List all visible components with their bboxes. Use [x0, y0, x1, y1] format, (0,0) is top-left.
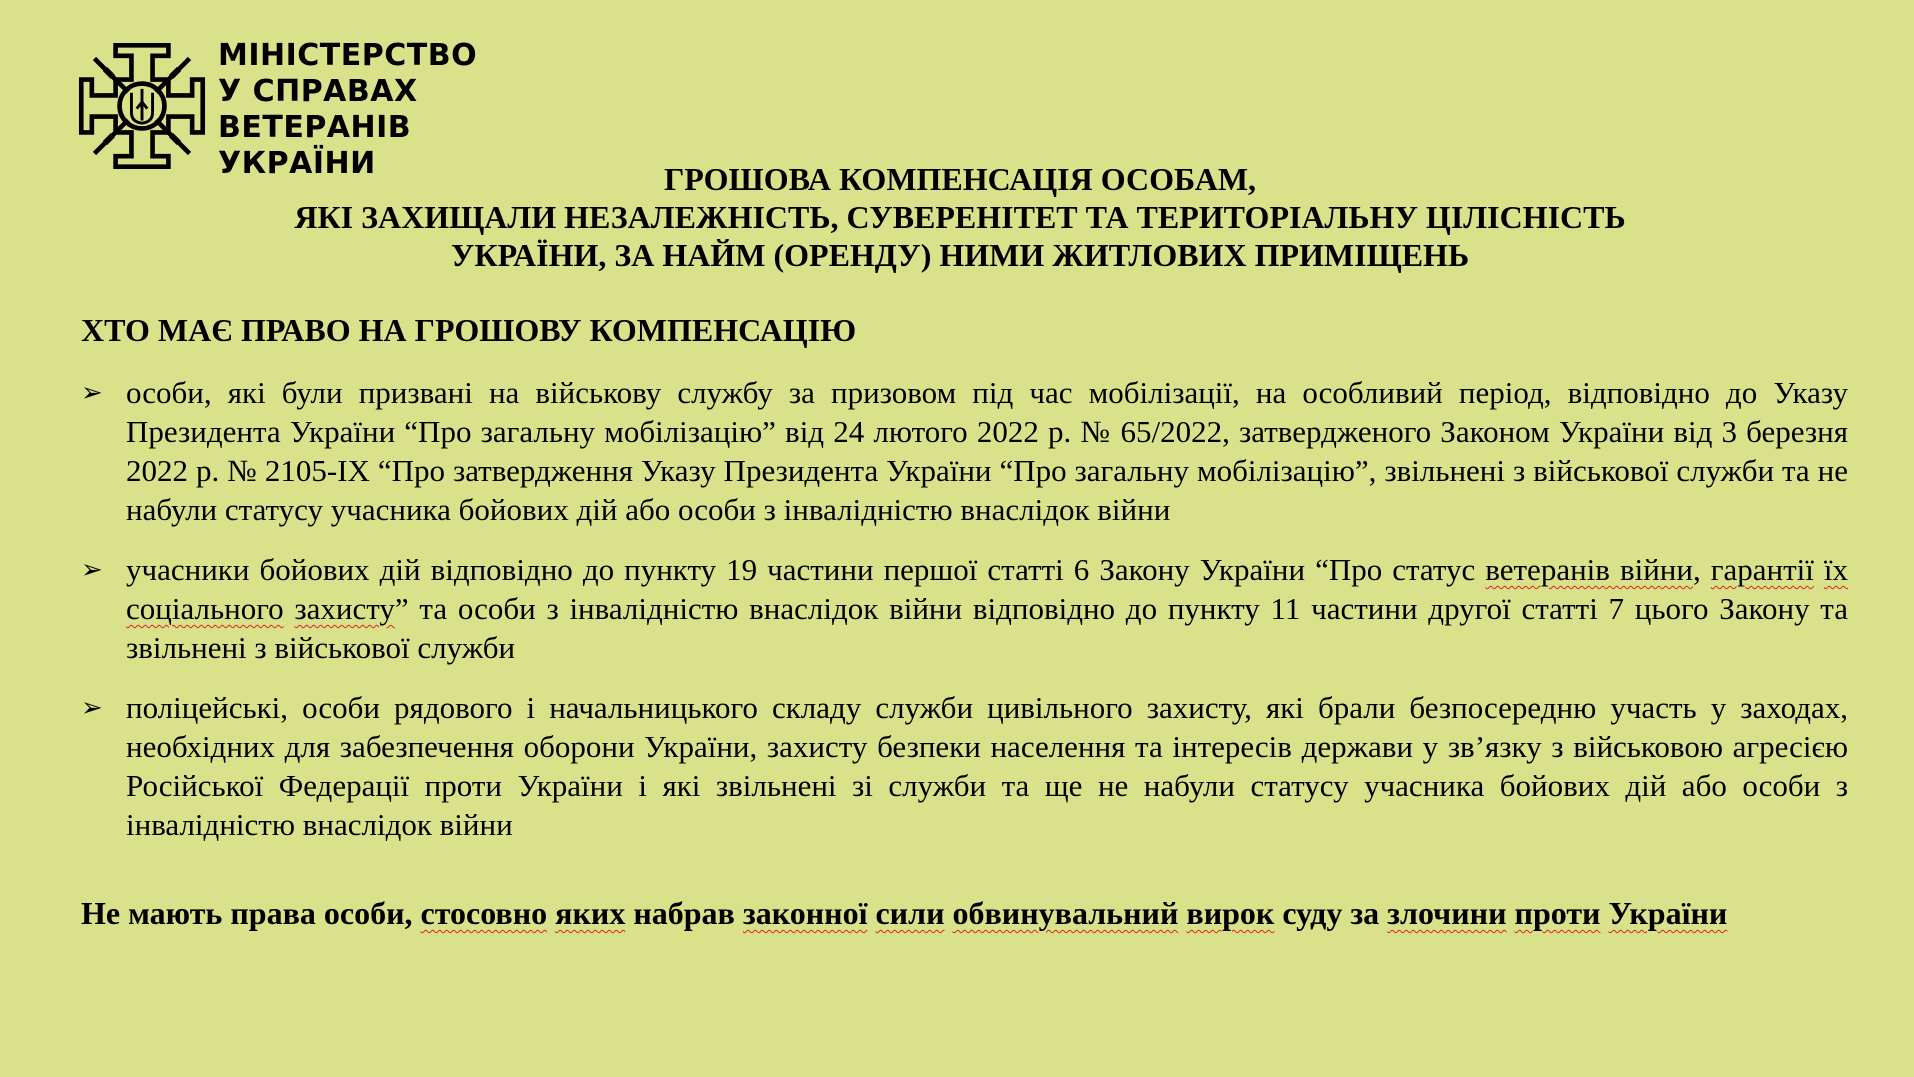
- underlined-text: захисту: [294, 591, 395, 626]
- arrow-bullet-icon: ➢: [81, 693, 103, 723]
- title-line-2: ЯКІ ЗАХИЩАЛИ НЕЗАЛЕЖНІСТЬ, СУВЕРЕНІТЕТ ТА ТЕРИТОРІАЛЬНУ ЦІЛІСНІСТЬ: [294, 199, 1626, 235]
- list-item: [81, 373, 1848, 529]
- text-run: [945, 895, 953, 931]
- underlined-text: обвинувальний: [952, 895, 1179, 931]
- text-run: учасники бойових дій відповідно до пункту 19 частини першої статті 6 Закону України “Про статус: [126, 552, 1486, 587]
- underlined-text: їх: [1823, 552, 1849, 587]
- list-item-text: [126, 552, 1848, 665]
- text-run: суду за: [1274, 895, 1388, 931]
- underlined-text: соціального: [126, 591, 284, 626]
- underlined-text: яких: [555, 895, 626, 931]
- list-item: [81, 550, 1848, 667]
- text-run: Не мають права особи,: [81, 895, 421, 931]
- section-heading: ХТО МАЄ ПРАВО НА ГРОШОВУ КОМПЕНСАЦІЮ: [81, 312, 857, 348]
- title-line-1: ГРОШОВА КОМПЕНСАЦІЯ ОСОБАМ,: [663, 161, 1257, 197]
- list-item-text: особи, які були призвані на військову службу за призовом під час мобілізації, на особливий період, відповідно до Указу Президента України “Про загальну мобілізацію” від 24 лютого 2022 р. № 65/2022, затвердженого Законом України від 3 березня 2022 р. № 2105-IX “Про затвердження Указу Президента України “Про загальну мобілізацію”, звільнені з військової служби та не набули статусу учасника бойових дій або особи з інвалідністю внаслідок війни: [126, 375, 1848, 527]
- underlined-text: України: [1608, 895, 1728, 931]
- underlined-text: вирок: [1186, 895, 1275, 931]
- text-run: [1814, 552, 1824, 587]
- ministry-name-line-2: У СПРАВАХ: [218, 74, 418, 109]
- list-item-text: поліцейські, особи рядового і начальницького складу служби цивільного захисту, які брали безпосередню участь у заходах, необхідних для забезпечення оборони України, захисту безпеки населення та інтересів держави у зв’язку з військовою агресією Російської Федерації проти України і які звільнені зі служби та ще не набули статусу учасника бойових дій або особи з інвалідністю внаслідок війни: [126, 690, 1848, 842]
- underlined-text: законної: [742, 895, 868, 931]
- text-run: набрав: [625, 895, 743, 931]
- underlined-text: ветеранів війни: [1485, 552, 1693, 587]
- text-run: [547, 895, 555, 931]
- ministry-name-line-3: ВЕТЕРАНІВ: [218, 110, 412, 145]
- underlined-text: гарантії: [1710, 552, 1814, 587]
- text-run: [1507, 895, 1515, 931]
- text-run: ” та особи з інвалідністю внаслідок війни відповідно до пункту 11 частини другої статті 7 цього Закону та звільнені з військової служби: [126, 591, 1848, 665]
- text-run: [284, 591, 295, 626]
- list-item: [81, 688, 1848, 844]
- arrow-bullet-icon: ➢: [81, 555, 103, 585]
- underlined-text: злочини: [1387, 895, 1507, 931]
- text-run: ,: [1692, 552, 1711, 587]
- underlined-text: проти: [1514, 895, 1601, 931]
- underlined-text: стосовно: [420, 895, 548, 931]
- ministry-name-line-1: МІНІСТЕРСТВО: [218, 38, 478, 73]
- eligibility-list: [81, 373, 1848, 865]
- page-title: [150, 160, 1770, 274]
- arrow-bullet-icon: ➢: [81, 378, 103, 408]
- title-line-3: УКРАЇНИ, ЗА НАЙМ (ОРЕНДУ) НИМИ ЖИТЛОВИХ ПРИМІЩЕНЬ: [450, 237, 1470, 273]
- ministry-name-line-4: УКРАЇНИ: [218, 146, 376, 181]
- ministry-emblem-icon: [76, 40, 208, 172]
- exclusion-note: [81, 894, 1848, 933]
- underlined-text: сили: [875, 895, 945, 931]
